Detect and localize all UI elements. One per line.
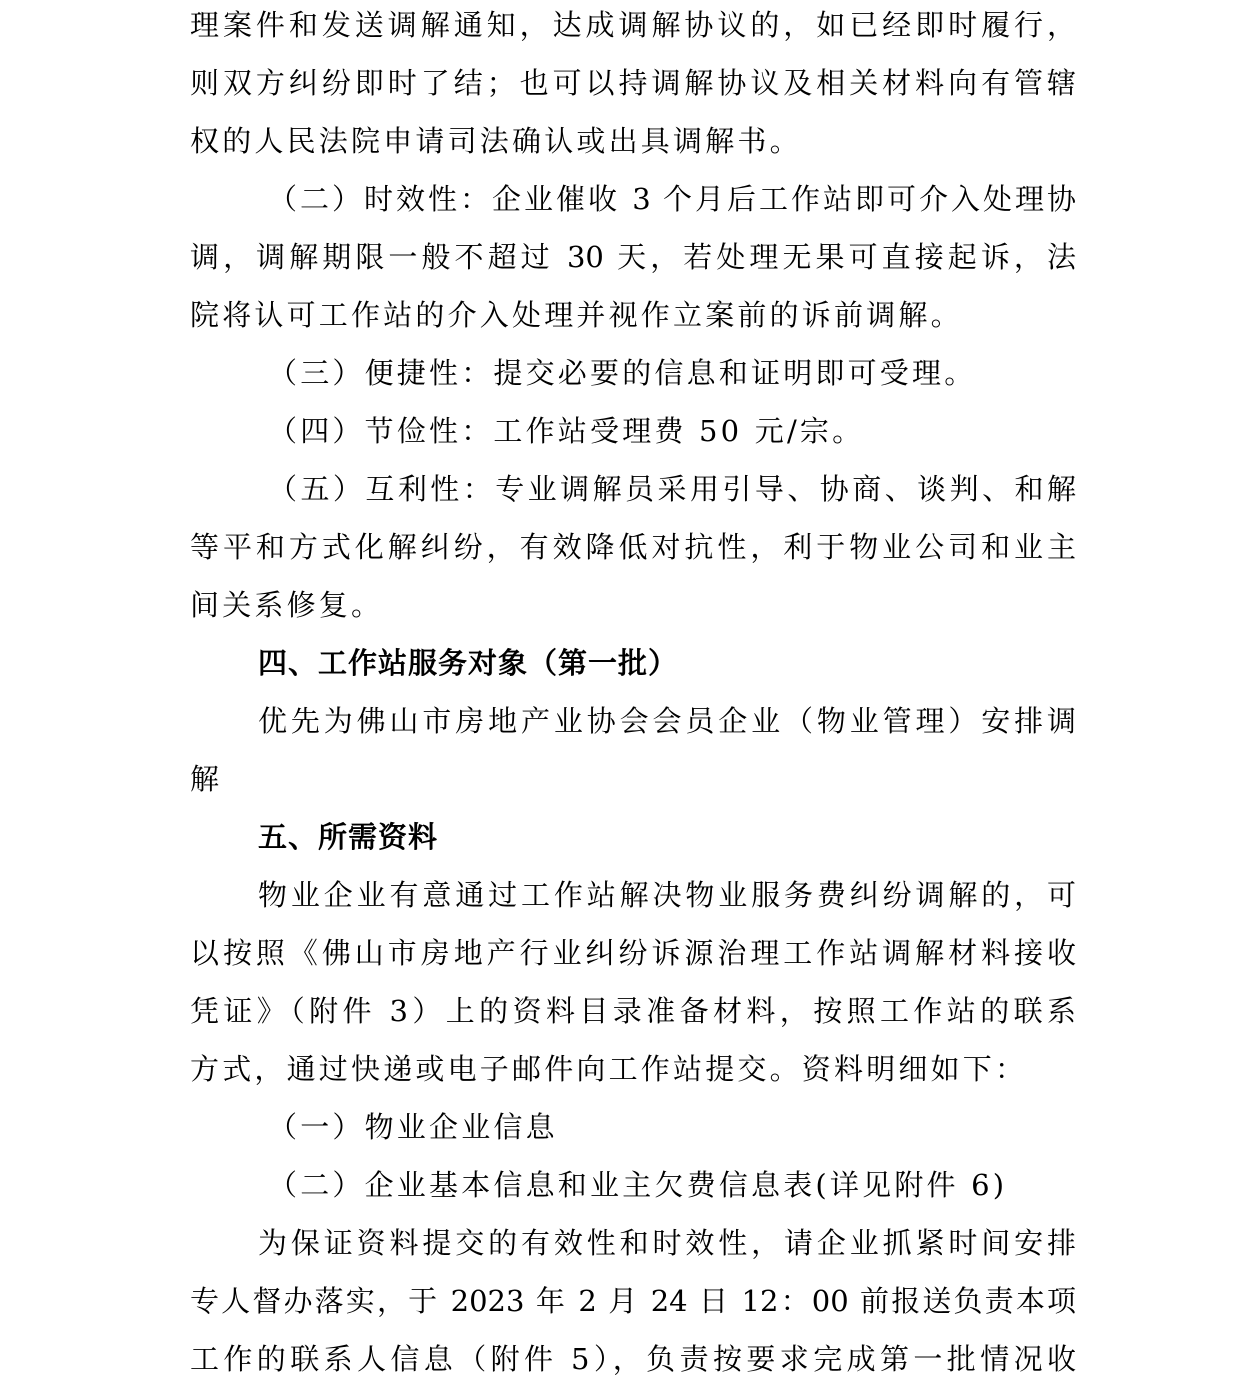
section-heading-required-materials: 五、所需资料 <box>258 820 439 854</box>
paragraph-line: 院将认可工作站的介入处理并视作立案前的诉前调解。 <box>190 298 963 332</box>
paragraph-line: 调，调解期限一般不超过 30 天，若处理无果可直接起诉，法 <box>190 240 1076 274</box>
paragraph-line: 优先为佛山市房地产业协会会员企业（物业管理）安排调 <box>258 704 1076 738</box>
list-item-convenience: （三）便捷性：提交必要的信息和证明即可受理。 <box>268 356 977 390</box>
paragraph-line: 等平和方式化解纠纷，有效降低对抗性，利于物业公司和业主 <box>190 530 1076 564</box>
document-page <box>190 0 1076 1388</box>
paragraph-line: 权的人民法院申请司法确认或出具调解书。 <box>190 124 802 158</box>
paragraph-line: 为保证资料提交的有效性和时效性，请企业抓紧时间安排 <box>258 1226 1076 1260</box>
paragraph-line: 理案件和发送调解通知，达成调解协议的，如已经即时履行， <box>190 8 1076 42</box>
paragraph-line: 解 <box>190 762 223 796</box>
list-item-timeliness: （二）时效性：企业催收 3 个月后工作站即可介入处理协 <box>268 182 1076 216</box>
list-item-economy: （四）节俭性：工作站受理费 50 元/宗。 <box>268 414 865 448</box>
section-heading-service-targets: 四、工作站服务对象（第一批） <box>258 646 679 680</box>
paragraph-line: 物业企业有意通过工作站解决物业服务费纠纷调解的，可 <box>258 878 1076 912</box>
paragraph-line: 工作的联系人信息（附件 5），负责按要求完成第一批情况收 <box>190 1342 1076 1376</box>
paragraph-line: 专人督办落实，于 2023 年 2 月 24 日 12：00 前报送负责本项 <box>190 1284 1076 1318</box>
paragraph-line: 凭证》（附件 3）上的资料目录准备材料，按照工作站的联系 <box>190 994 1076 1028</box>
list-item-mutual-benefit: （五）互利性：专业调解员采用引导、协商、谈判、和解 <box>268 472 1076 506</box>
paragraph-line: 方式，通过快递或电子邮件向工作站提交。资料明细如下： <box>190 1052 1028 1086</box>
list-item-arrears-table: （二）企业基本信息和业主欠费信息表(详见附件 6) <box>268 1168 1008 1202</box>
paragraph-line: 间关系修复。 <box>190 588 384 622</box>
paragraph-line: 则双方纠纷即时了结；也可以持调解协议及相关材料向有管辖 <box>190 66 1076 100</box>
list-item-company-info: （一）物业企业信息 <box>268 1110 558 1144</box>
paragraph-line: 以按照《佛山市房地产行业纠纷诉源治理工作站调解材料接收 <box>190 936 1076 970</box>
